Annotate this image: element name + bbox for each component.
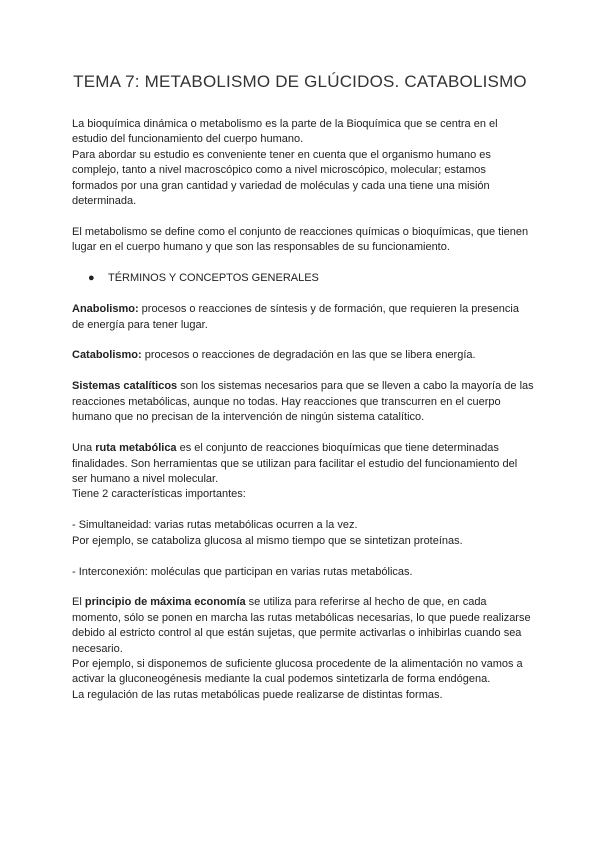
sistemas-definition: Sistemas catalíticos son los sistemas necesarios para que se lleven a cabo la mayoría de las reacciones metabólicas, aunque no todas. Hay reacciones que transcurren en el cuerpo humano que no precisan de la intervención de ningún sistema catalítico.	[72, 380, 534, 424]
ruta-term: ruta metabólica	[95, 442, 177, 455]
principio-example: Por ejemplo, si disponemos de suficiente glucosa procedente de la alimentación no vamos a activar la gluconeogénesis mediante la cual podemos sintetizarla de forma endógena.	[72, 658, 523, 686]
catabolismo-term: Catabolismo:	[72, 349, 142, 362]
principio-term: principio de máxima economía	[84, 596, 246, 609]
intro-paragraph-1: La bioquímica dinámica o metabolismo es la parte de la Bioquímica que se centra en el estudio del funcionamiento del cuerpo humano.	[72, 118, 498, 146]
simultaneidad-example: Por ejemplo, se cataboliza glucosa al mismo tiempo que se sintetizan proteínas.	[72, 534, 463, 547]
anabolismo-term: Anabolismo:	[72, 303, 139, 316]
anabolismo-definition: Anabolismo: procesos o reacciones de síntesis y de formación, que requieren la presencia de energía para tener lugar.	[72, 303, 519, 331]
document-body	[72, 117, 534, 703]
simultaneidad-item: - Simultaneidad: varias rutas metabólicas ocurren a la vez.	[72, 519, 358, 532]
catabolismo-definition: Catabolismo: procesos o reacciones de degradación en las que se libera energía.	[72, 349, 476, 362]
bullet-icon: ●	[88, 272, 95, 285]
page-title: TEMA 7: METABOLISMO DE GLÚCIDOS. CATABOLISMO	[73, 72, 527, 91]
regulacion-line: La regulación de las rutas metabólicas puede realizarse de distintas formas.	[72, 688, 443, 701]
metabolismo-definition: El metabolismo se define como el conjunto de reacciones químicas o bioquímicas, que tienen lugar en el cuerpo humano y que son las responsables de su funcionamiento.	[72, 225, 529, 254]
caracteristicas-line: Tiene 2 características importantes:	[72, 488, 246, 501]
intro-paragraph-2: Para abordar su estudio es conveniente tener en cuenta que el organismo humano es complejo, tanto a nivel macroscópico como a nivel microscópico, molecular; estamos formados por una gran cantidad y variedad de moléculas y cada una tiene una misión determinada.	[72, 148, 491, 208]
principio-definition: El principio de máxima economía se utiliza para referirse al hecho de que, en cada momento, sólo se ponen en marcha las rutas metabólicas necesarias, lo que puede realizarse debido al estricto control al que están sujetas, que permite activarlas o inhibirlas cuando sea necesario.	[72, 596, 531, 655]
section-heading: TÉRMINOS Y CONCEPTOS GENERALES	[108, 272, 319, 285]
sistemas-term: Sistemas catalíticos	[72, 380, 178, 393]
ruta-definition: Una ruta metabólica es el conjunto de reacciones bioquímicas que tiene determinadas finalidades. Son herramientas que se utilizan para facilitar el estudio del funcionamiento del ser humano a nivel molecular.	[72, 442, 518, 485]
interconexion-item: - Interconexión: moléculas que participan en varias rutas metabólicas.	[72, 565, 413, 578]
section-heading-bullet	[72, 271, 534, 286]
